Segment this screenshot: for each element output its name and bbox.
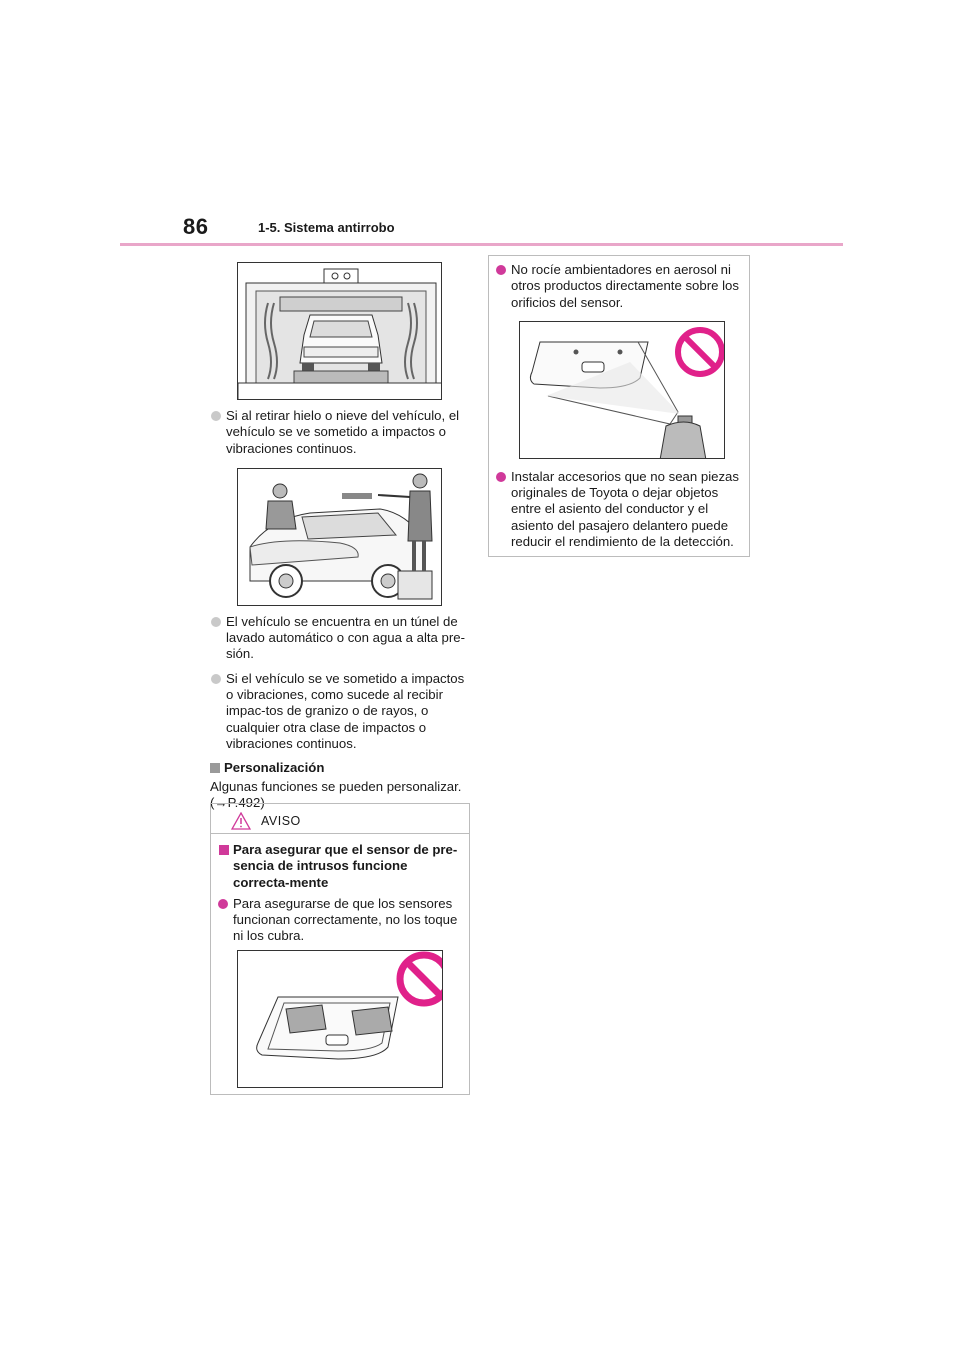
prohibited-icon (678, 330, 722, 374)
aviso-label: AVISO (261, 814, 301, 828)
section-title: 1-5. Sistema antirrobo (258, 220, 395, 235)
bullet-accessories: Instalar accesorios que no sean piezas originales de Toyota o dejar objetos entre el asiento del conductor y el asiento del pasajero delantero puede reducir el rendimiento de la detección. (495, 469, 741, 550)
subhead-square (219, 845, 229, 855)
bullet-dot (218, 899, 228, 909)
bullet-ice-removal: Si al retirar hielo o nieve del vehículo, el vehículo se ve sometido a impactos o vibraciones continuos. (210, 408, 472, 457)
custom-ref-link[interactable]: (→P.492) (210, 794, 265, 810)
header-rule (120, 243, 843, 246)
bullet-dot (496, 472, 506, 482)
prohibited-icon (400, 955, 443, 1003)
aerosol-spray-illustration (519, 321, 725, 459)
aviso-subhead: Para asegurar que el sensor de pre-sencia de intrusos funcione correcta-mente (219, 842, 461, 891)
aviso-bullet: Para asegurarse de que los sensores funcionan correctamente, no los toque ni los cubra. (217, 896, 461, 945)
custom-text: Algunas funciones se pueden personalizar. (210, 778, 462, 794)
right-column-box (488, 255, 750, 557)
aviso-box (210, 803, 470, 1095)
subhead-square (210, 763, 220, 773)
page-number: 86 (183, 214, 209, 239)
left-column (210, 262, 472, 811)
sensor-covered-illustration (237, 950, 443, 1088)
bullet-dot (211, 411, 221, 421)
ice-removal-illustration (237, 468, 442, 606)
bullet-aerosol: No rocíe ambientadores en aerosol ni otros productos directamente sobre los orificios del sensor. (495, 262, 741, 311)
bullet-dot (211, 617, 221, 627)
car-wash-illustration (237, 262, 442, 400)
warning-triangle-icon (231, 812, 251, 835)
aviso-header (211, 804, 469, 834)
bullet-dot (211, 674, 221, 684)
bullet-dot (496, 265, 506, 275)
bullet-car-wash: El vehículo se encuentra en un túnel de lavado automático o con agua a alta pre-sión. (210, 614, 472, 663)
subhead-personalizacion: Personalización (210, 760, 472, 776)
bullet-hail: Si el vehículo se ve sometido a impactos o vibraciones, como sucede al recibir impac-tos de granizo o de rayos, o cualquier otra clase de impactos o vibraciones continuos. (210, 671, 472, 752)
